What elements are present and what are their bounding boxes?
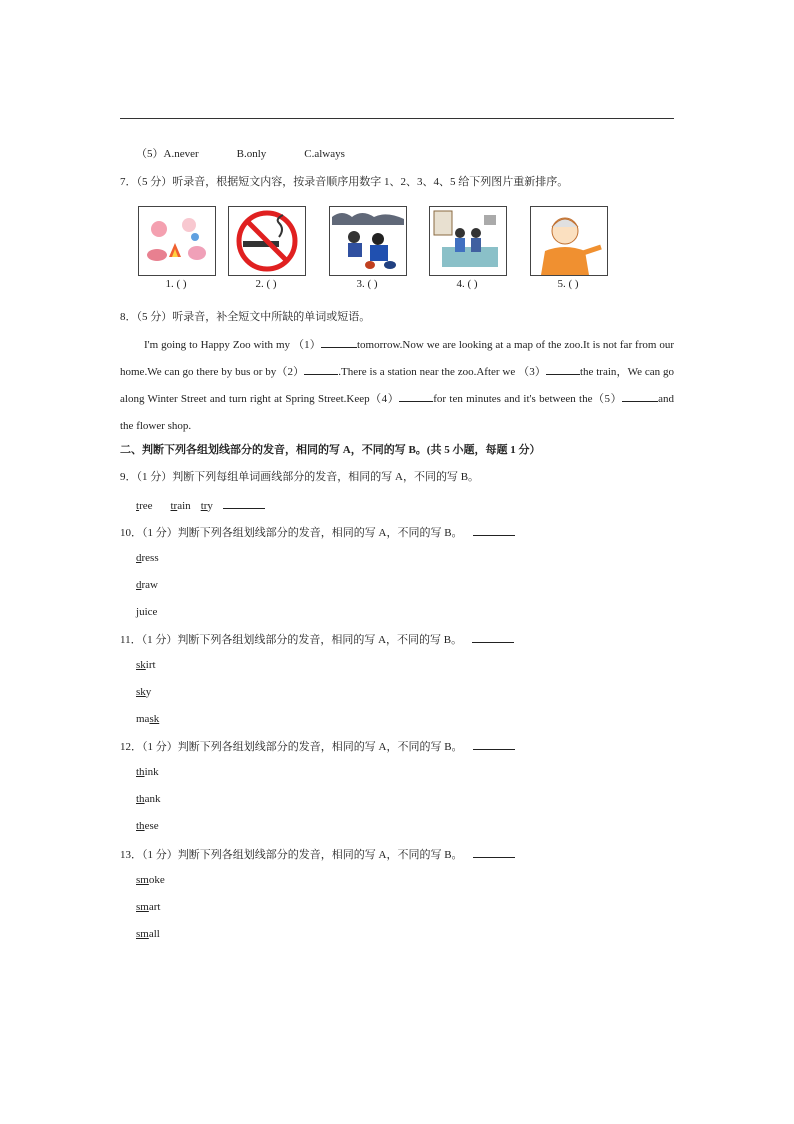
caption-2: 2. ( ): [255, 278, 277, 290]
q11-word-3: [136, 712, 159, 726]
q12-word-3: [136, 819, 159, 833]
picture-4-kids-sofa: [429, 206, 507, 276]
q12-word-2: [136, 792, 160, 806]
q10-title: [120, 524, 515, 540]
q9-w2-underlined: tr: [170, 500, 178, 512]
picture-3-kids-outside: [329, 206, 407, 276]
q5-prefix: （5）: [136, 148, 164, 160]
prefix: ma: [136, 713, 150, 725]
underlined: sk: [149, 713, 160, 725]
underlined: d: [136, 579, 142, 591]
q5-options: [136, 147, 345, 161]
q8-title: 8．（5 分）听录音，补全短文中所缺的单词或短语。: [120, 311, 371, 323]
q13-word-2: [136, 900, 160, 914]
q9-answer-blank[interactable]: [223, 497, 265, 509]
underlined: th: [136, 766, 145, 778]
blank-3[interactable]: [546, 363, 580, 375]
rest: y: [145, 686, 152, 698]
rest: oke: [148, 874, 165, 886]
q11-word-2: [136, 685, 151, 699]
blank-1[interactable]: [321, 336, 357, 348]
q13-answer-blank[interactable]: [473, 846, 515, 858]
rest: ress: [141, 552, 159, 564]
picture-5-old-man: [530, 206, 608, 276]
q9-w1-underlined: t: [136, 500, 140, 512]
rest: ink: [144, 766, 159, 778]
underlined: sk: [136, 659, 146, 671]
q9-w3-underlined: tr: [200, 500, 208, 512]
q11-word-1: [136, 658, 156, 672]
q11-title-text: 11．（1 分）判断下列各组划线部分的发音，相同的写 A，不同的写 B。: [120, 634, 463, 646]
header-rule: [120, 118, 674, 119]
rest: irt: [145, 659, 156, 671]
q11-answer-blank[interactable]: [472, 631, 514, 643]
q9-w2-rest: ain: [177, 500, 191, 512]
underlined: sm: [136, 874, 149, 886]
q9-words: [136, 497, 265, 513]
picture-1-festival: [138, 206, 216, 276]
q12-title-text: 12．（1 分）判断下列各组划线部分的发音，相同的写 A，不同的写 B。: [120, 741, 463, 753]
q9-w1-rest: ree: [139, 500, 153, 512]
q10-word-1: [136, 551, 159, 565]
passage-part-2: tomorrow.Now we are looking at a map of the zoo.It is not far from our home.We can go there by bus or by（2）: [120, 339, 675, 378]
q13-title: [120, 846, 515, 862]
passage-part-3: .There is a station near the zoo.After we （3）: [338, 366, 546, 378]
q13-title-text: 13．（1 分）判断下列各组划线部分的发音，相同的写 A，不同的写 B。: [120, 849, 463, 861]
passage-part-6: and the flower shop.: [120, 393, 674, 432]
q8-passage: [120, 332, 674, 440]
q12-title: [120, 738, 515, 754]
underlined: sm: [136, 928, 149, 940]
q13-word-1: [136, 873, 165, 887]
passage-part-5: for ten minutes and it's between the（5）: [433, 393, 623, 405]
q10-answer-blank[interactable]: [473, 524, 515, 536]
option-a: A.never: [163, 148, 199, 160]
option-c: C.always: [304, 148, 345, 160]
blank-2[interactable]: [304, 363, 338, 375]
rest: raw: [141, 579, 158, 591]
q7-title: 7．（5 分）听录音，根据短文内容，按录音顺序用数字 1、2、3、4、5 给下列图片重新排序。: [120, 176, 569, 188]
q9-w3-rest: y: [207, 500, 213, 512]
underlined: sk: [136, 686, 146, 698]
rest: art: [148, 901, 161, 913]
rest: ank: [144, 793, 161, 805]
underlined: d: [136, 552, 142, 564]
caption-1: 1. ( ): [165, 278, 187, 290]
underlined: th: [136, 793, 145, 805]
q10-title-text: 10．（1 分）判断下列各组划线部分的发音，相同的写 A，不同的写 B。: [120, 527, 463, 539]
q12-word-1: [136, 765, 159, 779]
option-b: B.only: [236, 148, 267, 160]
q13-word-3: [136, 927, 160, 941]
q12-answer-blank[interactable]: [473, 738, 515, 750]
picture-2-no-smoking: [228, 206, 306, 276]
rest: all: [148, 928, 160, 940]
passage-part-1: I'm going to Happy Zoo with my （1）: [144, 339, 321, 351]
passage-part-4: the train，We can go along Winter Street and turn right at Spring Street.Keep（4）: [120, 366, 675, 405]
blank-4[interactable]: [399, 390, 433, 402]
q11-title: [120, 631, 514, 647]
caption-4: 4. ( ): [456, 278, 478, 290]
q10-word-2: [136, 578, 158, 592]
underlined: th: [136, 820, 145, 832]
caption-3: 3. ( ): [356, 278, 378, 290]
rest: ese: [144, 820, 159, 832]
caption-5: 5. ( ): [557, 278, 579, 290]
underlined: sm: [136, 901, 149, 913]
underlined: j: [136, 606, 140, 618]
rest: uice: [139, 606, 158, 618]
blank-5[interactable]: [622, 390, 658, 402]
q9-title: 9．（1 分）判断下列每组单词画线部分的发音，相同的写 A，不同的写 B。: [120, 471, 480, 483]
q10-word-3: [136, 605, 157, 619]
section-2-heading: 二、判断下列各组划线部分的发音，相同的写 A，不同的写 B。(共 5 小题，每题 1 分）: [120, 444, 541, 456]
